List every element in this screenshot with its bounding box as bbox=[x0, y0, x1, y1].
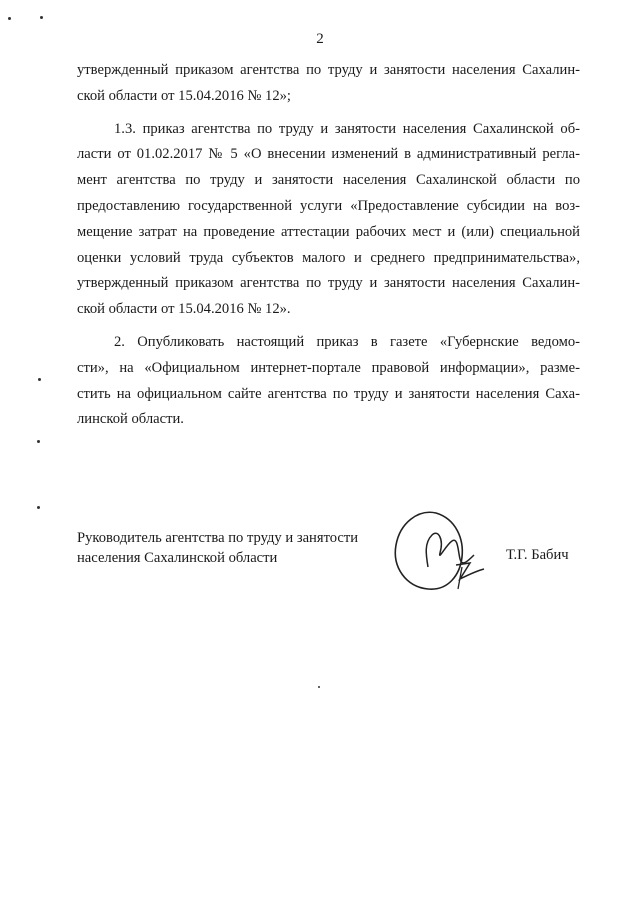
text-line: 1.3. приказ агентства по труду и занятости населения Сахалинской об- bbox=[114, 120, 580, 137]
text-line: оценки условий труда субъектов малого и среднего предпринимательства», bbox=[77, 249, 580, 266]
text-line: утвержденный приказом агентства по труду и занятости населения Сахалин- bbox=[77, 62, 580, 78]
paragraph-continuation bbox=[77, 58, 580, 110]
scan-speck bbox=[37, 440, 40, 443]
text-line: сти», на «Официальном интернет-портале правовой информации», разме- bbox=[77, 359, 580, 376]
text-line: предоставлению государственной услуги «Предоставление субсидии на воз- bbox=[77, 197, 580, 214]
signatory-title bbox=[77, 528, 358, 568]
text-line: ской области от 15.04.2016 № 12». bbox=[77, 301, 291, 318]
page-number: 2 bbox=[316, 31, 324, 47]
scan-speck bbox=[38, 378, 41, 381]
paragraph-item-1-3 bbox=[77, 117, 580, 323]
text-line: мещение затрат на проведение аттестации рабочих мест и (или) специальной bbox=[77, 223, 580, 240]
scan-speck bbox=[318, 686, 320, 688]
handwritten-signature bbox=[388, 505, 498, 600]
text-line: 2. Опубликовать настоящий приказ в газете «Губернские ведомо- bbox=[114, 333, 580, 350]
scan-speck bbox=[8, 17, 11, 20]
scan-speck bbox=[40, 16, 43, 19]
signatory-title-line: Руководитель агентства по труду и занятости bbox=[77, 530, 359, 546]
text-line: стить на официальном сайте агентства по труду и занятости населения Саха- bbox=[77, 385, 580, 402]
text-line: мент агентства по труду и занятости населения Сахалинской области по bbox=[77, 172, 580, 189]
signatory-title-line: населения Сахалинской области bbox=[77, 550, 278, 566]
text-line: ской области от 15.04.2016 № 12»; bbox=[77, 87, 291, 104]
text-line: линской области. bbox=[77, 411, 184, 428]
scan-speck bbox=[37, 506, 40, 509]
text-line: утвержденный приказом агентства по труду и занятости населения Сахалин- bbox=[77, 275, 580, 292]
text-line: ласти от 01.02.2017 № 5 «О внесении изменений в административный регла- bbox=[77, 146, 580, 163]
paragraph-item-2 bbox=[77, 330, 580, 433]
signatory-name: Т.Г. Бабич bbox=[506, 547, 569, 563]
document-body bbox=[77, 58, 580, 433]
